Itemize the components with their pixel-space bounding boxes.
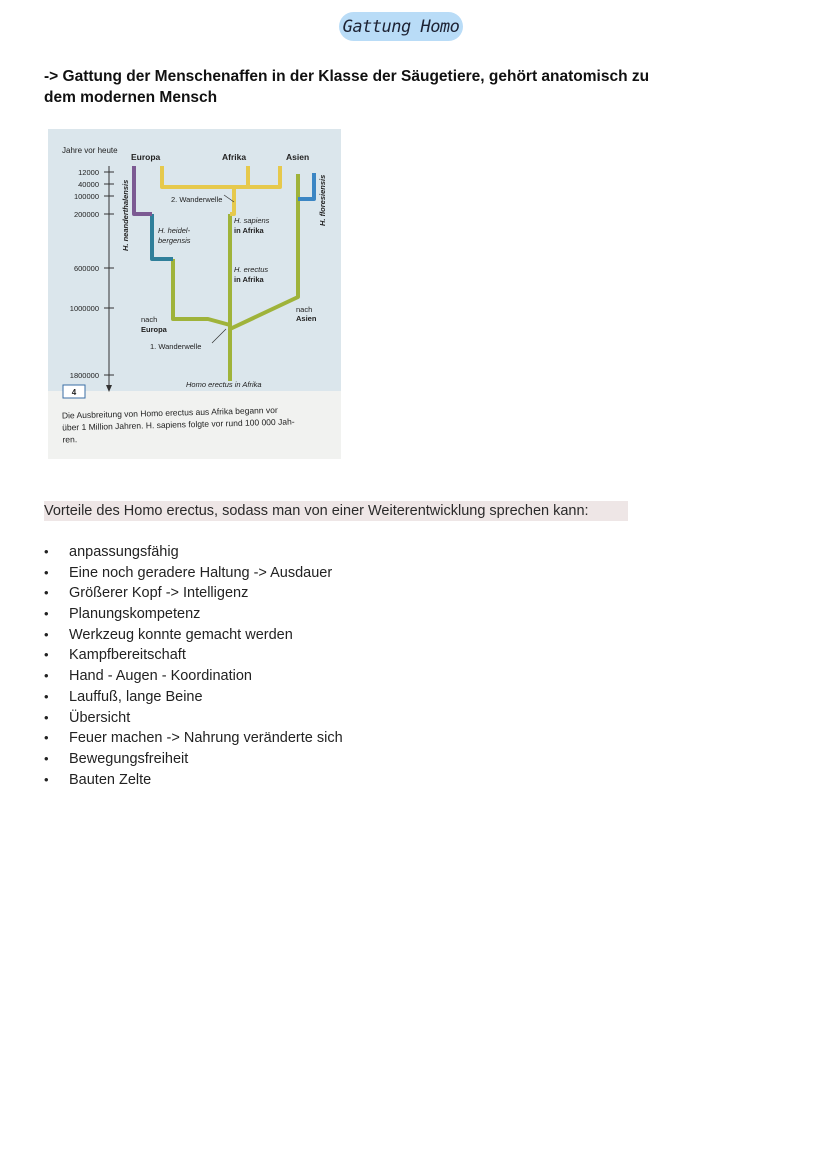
axis-title: Jahre vor heute (62, 146, 118, 155)
caption-line-1: Die Ausbreitung von Homo erectus aus Afrika begann vor (61, 404, 278, 421)
region-afrika: Afrika (222, 152, 247, 162)
tick-600000: 600000 (73, 264, 99, 273)
label-wanderwelle-1: 1. Wanderwelle (150, 342, 202, 351)
intro-text: -> Gattung der Menschenaffen in der Klasse der Säugetiere, gehört anatomisch zu dem modernen Mensch (44, 68, 650, 106)
label-floresiensis: H. floresiensis (318, 174, 327, 226)
list-item (44, 542, 343, 563)
bullet-icon: • (44, 771, 49, 787)
bullet-icon: • (44, 750, 49, 766)
list-item (44, 749, 343, 770)
label-sapiens-line1: H. sapiens (234, 216, 270, 225)
list-item-text: Kampfbereitschaft (69, 647, 186, 664)
label-erectus-line2: in Afrika (234, 275, 264, 284)
label-neanderthalensis: H. neanderthalensis (121, 179, 130, 251)
list-item-text: Eine noch geradere Haltung -> Ausdauer (69, 564, 333, 581)
list-item (44, 666, 343, 687)
bullet-icon: • (44, 544, 49, 559)
list-item-text: Größerer Kopf -> Intelligenz (69, 585, 249, 602)
list-item (44, 708, 343, 729)
label-homo-erectus-afrika: Homo erectus in Afrika (186, 380, 262, 389)
tick-12000: 12000 (78, 168, 99, 177)
list-item-text: Werkzeug konnte gemacht werden (69, 626, 293, 643)
list-item (44, 625, 343, 646)
bullet-icon: • (44, 585, 49, 601)
label-nach-europa-line1: nach (141, 315, 158, 324)
tick-40000: 40000 (78, 180, 99, 189)
bullet-icon: • (44, 626, 49, 642)
label-heidelbergensis-line2: bergensis (158, 236, 191, 245)
caption-line-3: ren. (62, 434, 78, 445)
label-nach-europa-line2: Europa (141, 325, 167, 334)
list-item-text: Bewegungsfreiheit (69, 750, 189, 767)
bullet-icon: • (44, 668, 49, 684)
bullet-icon: • (44, 730, 49, 746)
list-item-text: Hand - Augen - Koordination (69, 668, 252, 685)
bullet-icon: • (44, 688, 49, 704)
tick-200000: 200000 (73, 210, 99, 219)
list-item-text: anpassungsfähig (69, 544, 179, 560)
tick-1000000: 1000000 (69, 304, 99, 313)
list-item (44, 728, 343, 749)
bullet-icon: • (44, 564, 49, 580)
label-sapiens-line2: in Afrika (234, 226, 264, 235)
tick-1800000: 1800000 (69, 371, 99, 380)
list-item (44, 770, 343, 791)
figure-number: 4 (71, 388, 77, 397)
benefits-list (44, 542, 343, 790)
label-nach-asien-line1: nach (296, 305, 313, 314)
region-asien: Asien (286, 152, 310, 162)
benefits-heading: Vorteile des Homo erectus, sodass man von einer Weiterentwicklung sprechen kann: (44, 501, 628, 521)
list-item (44, 687, 343, 708)
homo-migration-figure (48, 129, 341, 459)
list-item-text: Bauten Zelte (69, 771, 152, 788)
list-item-text: Übersicht (69, 709, 131, 726)
bullet-icon: • (44, 606, 49, 622)
bullet-icon: • (44, 647, 49, 663)
list-item (44, 563, 343, 584)
page-title (339, 12, 463, 41)
page-title-text: Gattung Homo (342, 16, 460, 37)
list-item (44, 645, 343, 666)
list-item (44, 604, 343, 625)
list-item (44, 583, 343, 604)
list-item-text: Feuer machen -> Nahrung veränderte sich (69, 730, 343, 747)
tick-100000: 100000 (73, 192, 99, 201)
figure-photo (48, 129, 341, 459)
region-europa: Europa (131, 152, 161, 162)
label-heidelbergensis-line1: H. heidel- (158, 226, 191, 235)
label-erectus-line1: H. erectus (234, 265, 269, 274)
label-nach-asien-line2: Asien (296, 314, 317, 323)
list-item-text: Planungskompetenz (69, 606, 201, 623)
caption-line-2: über 1 Million Jahren. H. sapiens folgte vor rund 100 000 Jah- (62, 416, 295, 433)
bullet-icon: • (44, 709, 49, 725)
list-item-text: Lauffuß, lange Beine (69, 688, 203, 705)
label-wanderwelle-2: 2. Wanderwelle (171, 195, 223, 204)
